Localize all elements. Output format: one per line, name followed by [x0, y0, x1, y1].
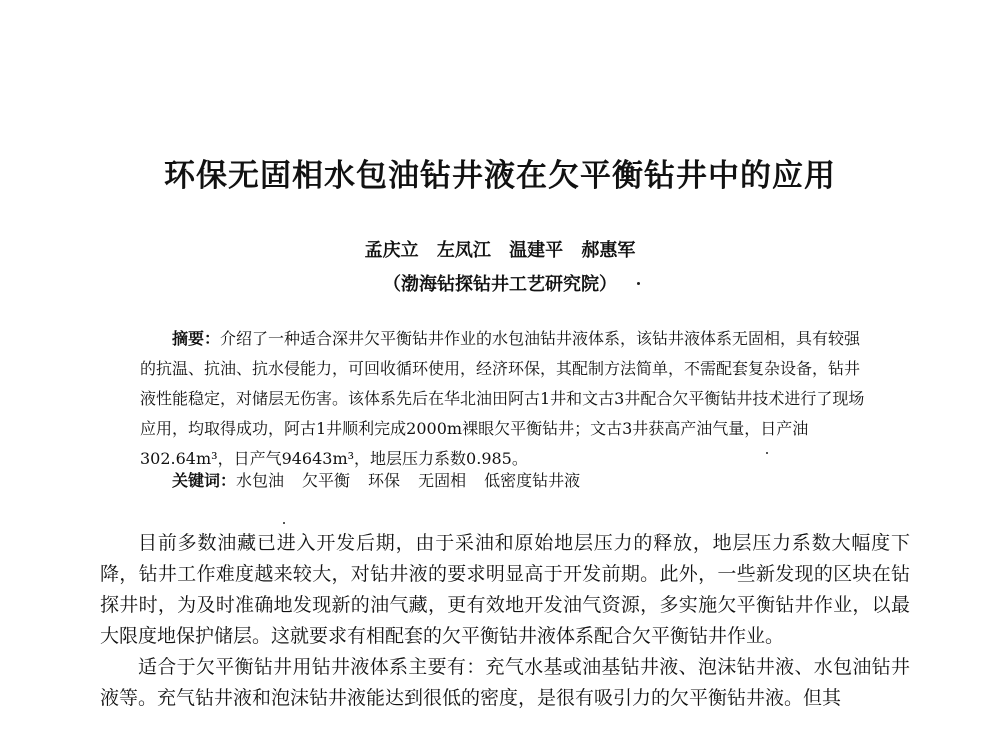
author-name: 郝惠军 — [581, 240, 636, 261]
keyword: 低密度钻井液 — [484, 471, 581, 490]
body-paragraph: 目前多数油藏已进入开发后期，由于采油和原始地层压力的释放，地层压力系数大幅度下降，钻井工作难度越来较大，对钻井液的要求明显高于开发前期。此外，一些新发现的区块在钻探井时，为及时准确地发现新的油气藏，更有效地开发油气资源，多实施欠平衡钻井作业，以最大限度地保护储层。这就要求有相配套的欠平衡钻井液体系配合欠平衡钻井作业。 — [100, 532, 910, 647]
author-name: 温建平 — [509, 240, 564, 261]
keyword: 欠平衡 — [302, 471, 351, 490]
author-name: 左凤江 — [436, 240, 491, 261]
scan-speck — [637, 282, 640, 285]
scan-speck — [283, 522, 285, 524]
keyword: 水包油 — [236, 471, 285, 490]
abstract-label: 摘要： — [172, 329, 221, 348]
body-paragraph: 适合于欠平衡钻井用钻井液体系主要有：充气水基或油基钻井液、泡沫钻井液、水包油钻井液等。充气钻井液和泡沫钻井液能达到很低的密度，是很有吸引力的欠平衡钻井液。但其 — [100, 656, 910, 709]
abstract — [140, 324, 870, 474]
body-text — [100, 528, 910, 714]
keywords — [172, 466, 870, 496]
affiliation: （渤海钻探钻井工艺研究院） — [383, 274, 617, 295]
author-name: 孟庆立 — [364, 240, 419, 261]
abstract-text: 介绍了一种适合深井欠平衡钻井作业的水包油钻井液体系，该钻井液体系无固相，具有较强的抗温、抗油、抗水侵能力，可回收循环使用，经济环保，其配制方法简单，不需配套复杂设备，钻井液性能稳定，对储层无伤害。该体系先后在华北油田阿古1井和文古3井配合欠平衡钻井技术进行了现场应用，均取得成功，阿古1井顺利完成2000m裸眼欠平衡钻井；文古3井获高产油气量，日产油302.64m³，日产气94643m³，地层压力系数0.985。 — [140, 329, 865, 468]
keyword: 无固相 — [418, 471, 467, 490]
author-list — [0, 236, 1000, 262]
keywords-label: 关键词： — [172, 471, 237, 490]
scan-speck — [766, 452, 768, 454]
paper-title: 环保无固相水包油钻井液在欠平衡钻井中的应用 — [164, 158, 836, 194]
keyword: 环保 — [368, 471, 401, 490]
